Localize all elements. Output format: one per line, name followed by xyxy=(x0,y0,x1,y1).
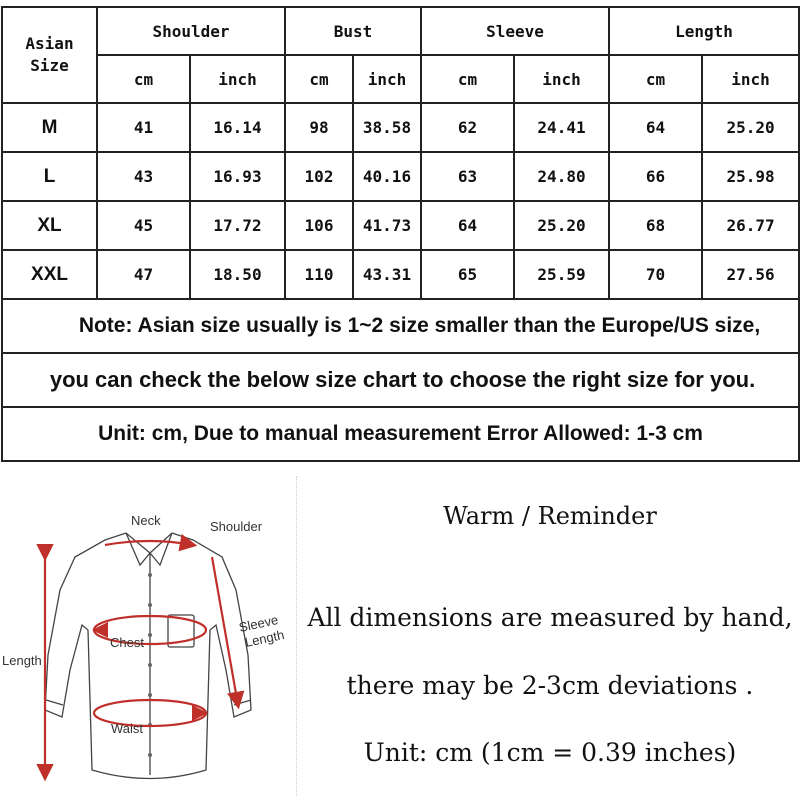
size-cell: XL xyxy=(2,201,97,250)
table-cell: 16.93 xyxy=(190,152,285,201)
table-row xyxy=(2,201,799,250)
size-chart-table xyxy=(1,6,798,468)
table-cell: 25.20 xyxy=(702,103,799,152)
table-cell: 63 xyxy=(421,152,514,201)
table-cell: 110 xyxy=(285,250,353,299)
table-cell: 64 xyxy=(609,103,702,152)
shirt-icon xyxy=(0,495,296,800)
section-divider xyxy=(296,476,297,796)
table-cell: 25.98 xyxy=(702,152,799,201)
length-header: Length xyxy=(609,7,799,55)
table-cell: 24.80 xyxy=(514,152,609,201)
chest-label: Chest xyxy=(110,635,144,650)
unit-header: inch xyxy=(702,55,799,103)
length-label: Length xyxy=(2,653,42,668)
bust-header: Bust xyxy=(285,7,421,55)
table-row xyxy=(2,152,799,201)
table-cell: 16.14 xyxy=(190,103,285,152)
unit-header: cm xyxy=(97,55,190,103)
unit-header: inch xyxy=(190,55,285,103)
sleeve-label-1: Sleeve xyxy=(237,611,280,635)
shirt-measurement-diagram xyxy=(0,495,296,800)
size-cell: L xyxy=(2,152,97,201)
table-row xyxy=(2,103,799,152)
table-row xyxy=(2,250,799,299)
table-cell: 62 xyxy=(421,103,514,152)
shoulder-label: Shoulder xyxy=(210,519,263,534)
table-cell: 64 xyxy=(421,201,514,250)
reminder-line-2: there may be 2-3cm deviations . xyxy=(346,671,754,700)
unit-header: cm xyxy=(285,55,353,103)
table-cell: 106 xyxy=(285,201,353,250)
table-cell: 66 xyxy=(609,152,702,201)
reminder-title: Warm / Reminder xyxy=(443,502,657,530)
size-cell: M xyxy=(2,103,97,152)
reminder-line-3: Unit: cm (1cm = 0.39 inches) xyxy=(363,738,737,767)
unit-header: inch xyxy=(514,55,609,103)
table-cell: 102 xyxy=(285,152,353,201)
table-cell: 38.58 xyxy=(353,103,421,152)
size-cell: XXL xyxy=(2,250,97,299)
table-cell: 24.41 xyxy=(514,103,609,152)
sleeve-label-2: Length xyxy=(243,626,286,650)
table-cell: 17.72 xyxy=(190,201,285,250)
unit-header: cm xyxy=(421,55,514,103)
waist-label: Waist xyxy=(111,721,144,736)
table-cell: 68 xyxy=(609,201,702,250)
unit-header: cm xyxy=(609,55,702,103)
table-cell: 43.31 xyxy=(353,250,421,299)
size-table xyxy=(1,6,800,462)
table-cell: 98 xyxy=(285,103,353,152)
sleeve-header: Sleeve xyxy=(421,7,609,55)
reminder-panel xyxy=(300,490,800,800)
table-cell: 70 xyxy=(609,250,702,299)
table-cell: 65 xyxy=(421,250,514,299)
table-cell: 25.20 xyxy=(514,201,609,250)
shoulder-header: Shoulder xyxy=(97,7,285,55)
note-line-3: Unit: cm, Due to manual measurement Error Allowed: 1-3 cm xyxy=(2,407,799,461)
size-label: Size xyxy=(30,56,69,75)
reminder-line-1: All dimensions are measured by hand, xyxy=(307,603,793,632)
table-cell: 47 xyxy=(97,250,190,299)
asian-label: Asian xyxy=(25,34,74,53)
table-cell: 43 xyxy=(97,152,190,201)
table-cell: 45 xyxy=(97,201,190,250)
unit-header: inch xyxy=(353,55,421,103)
table-cell: 40.16 xyxy=(353,152,421,201)
table-cell: 25.59 xyxy=(514,250,609,299)
table-cell: 18.50 xyxy=(190,250,285,299)
note-line-1: Note: Asian size usually is 1~2 size smaller than the Europe/US size, xyxy=(2,299,799,353)
table-cell: 26.77 xyxy=(702,201,799,250)
neck-label: Neck xyxy=(131,513,161,528)
table-cell: 41 xyxy=(97,103,190,152)
note-line-2: you can check the below size chart to choose the right size for you. xyxy=(2,353,799,407)
asian-size-header xyxy=(2,7,97,103)
table-cell: 41.73 xyxy=(353,201,421,250)
table-cell: 27.56 xyxy=(702,250,799,299)
